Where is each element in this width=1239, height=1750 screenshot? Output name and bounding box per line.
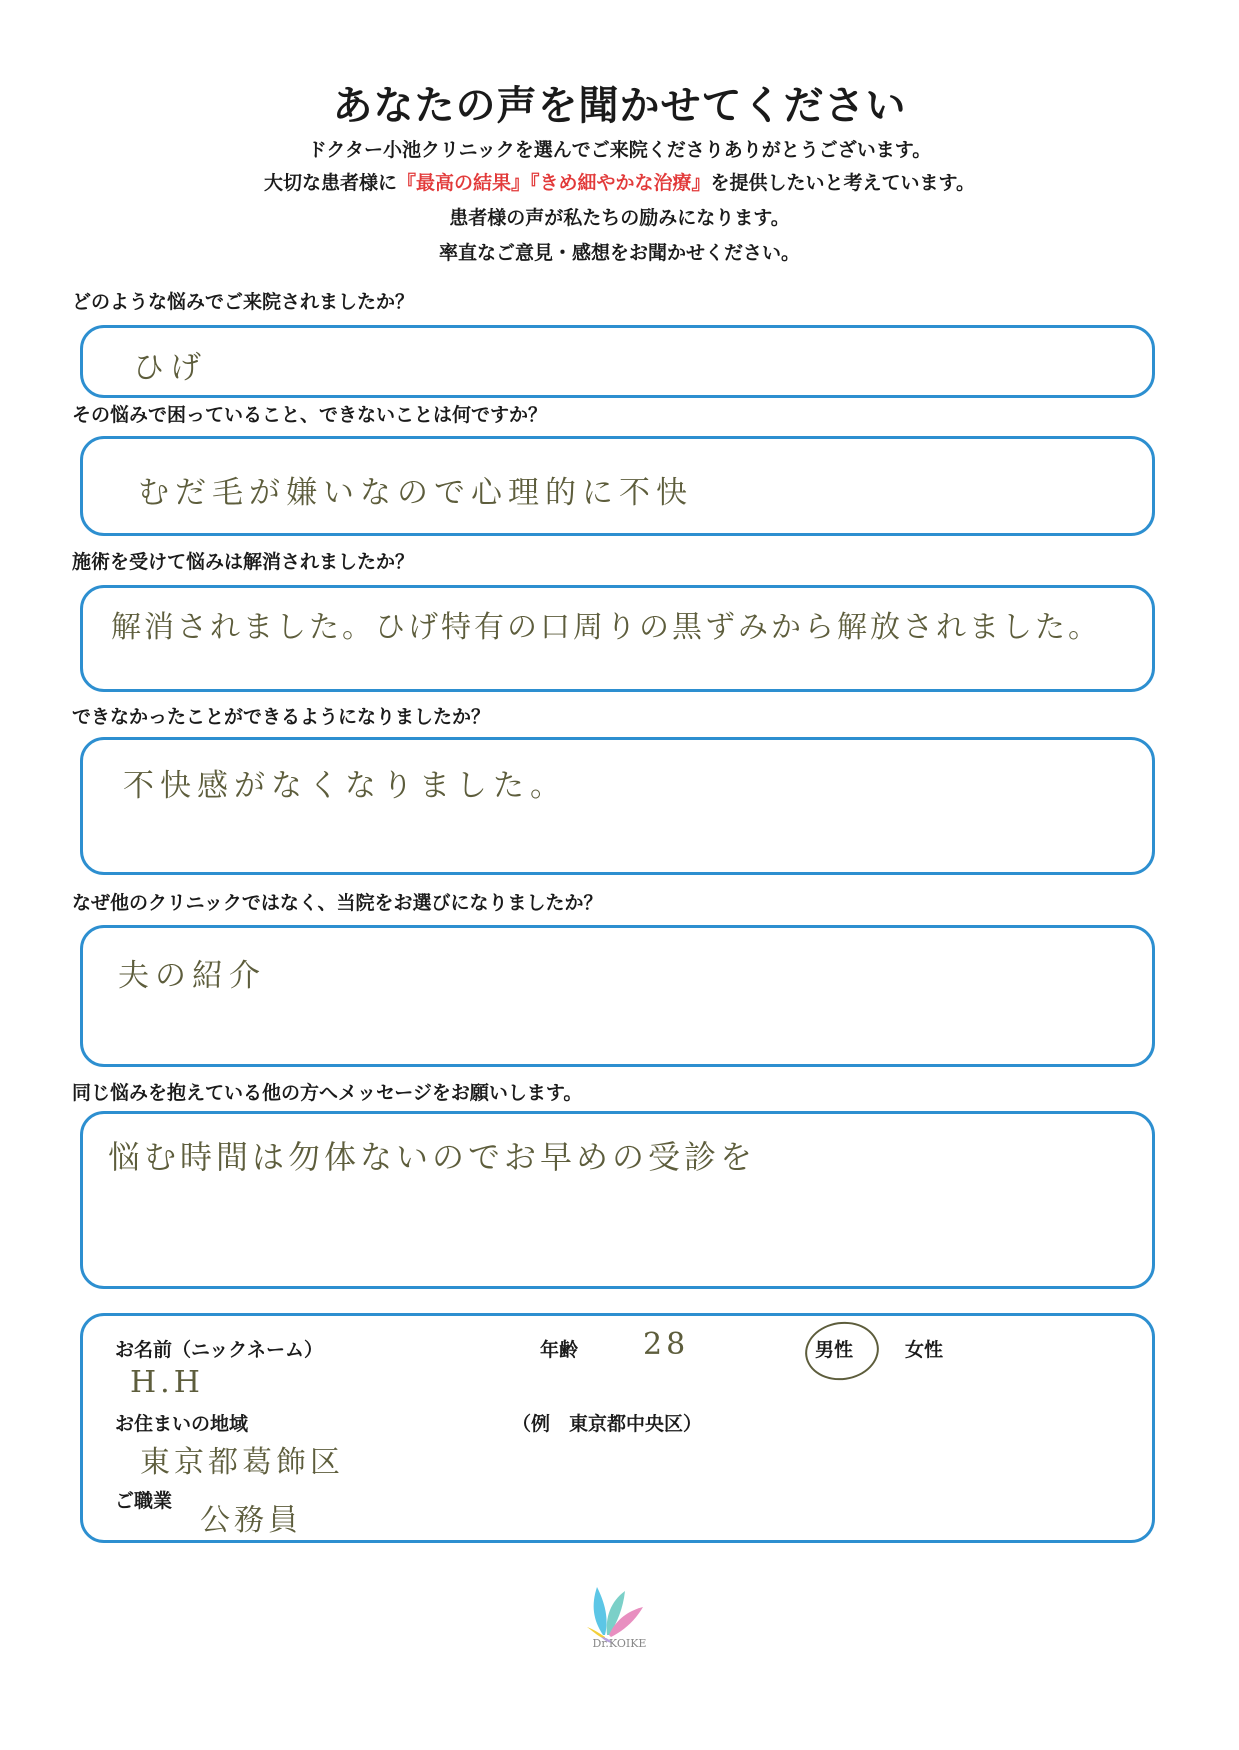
question-6: 同じ悩みを抱えている他の方へメッセージをお願いします。	[72, 1082, 583, 1104]
question-5: なぜ他のクリニックではなく、当院をお選びになりましたか？	[72, 892, 603, 914]
male-option[interactable]: 男性	[815, 1339, 854, 1361]
answer-6: 悩む時間は勿体ないのでお早めの受診を	[108, 1138, 757, 1176]
name-value[interactable]: H.H	[130, 1365, 204, 1400]
answer-box-5[interactable]	[80, 925, 1155, 1067]
answer-5: 夫の紹介	[118, 958, 266, 994]
intro-line-2	[0, 168, 1239, 195]
job-value[interactable]: 公務員	[200, 1503, 302, 1538]
female-option[interactable]: 女性	[905, 1339, 944, 1361]
question-1: どのような悩みでご来院されましたか？	[72, 291, 415, 313]
answer-box-2[interactable]	[80, 436, 1155, 536]
job-label: ご職業	[115, 1490, 173, 1512]
intro-line-2-suffix: を提供したいと考えています。	[710, 172, 975, 194]
question-2: その悩みで困っていること、できないことは何ですか？	[72, 404, 548, 426]
intro-line-2-prefix: 大切な患者様に	[263, 172, 397, 194]
name-label: お名前（ニックネーム）	[115, 1339, 324, 1361]
logo-text: Dr.KOIKE	[592, 1637, 647, 1650]
question-3: 施術を受けて悩みは解消されましたか？	[72, 551, 415, 573]
age-label: 年齢	[540, 1339, 579, 1361]
intro-line-3: 患者様の声が私たちの励みになります。	[449, 207, 790, 229]
answer-1: ひげ	[133, 350, 207, 386]
area-example: （例 東京都中央区）	[512, 1413, 703, 1435]
question-4: できなかったことができるようになりましたか？	[72, 706, 491, 728]
intro-line-2-highlight: 『最高の結果』『きめ細やかな治療』	[397, 172, 711, 194]
answer-box-3[interactable]	[80, 585, 1155, 692]
answer-box-6[interactable]	[80, 1111, 1155, 1289]
answer-box-1[interactable]	[80, 325, 1155, 398]
answer-3: 解消されました。ひげ特有の口周りの黒ずみから解放されました。	[111, 610, 1101, 645]
intro-line-4: 率直なご意見・感想をお聞かせください。	[438, 242, 800, 264]
page-title: あなたの声を聞かせてください	[332, 83, 907, 129]
answer-2: むだ毛が嫌いなので心理的に不快	[138, 475, 693, 511]
answer-4: 不快感がなくなりました。	[123, 768, 567, 804]
area-value[interactable]: 東京都葛飾区	[140, 1445, 344, 1480]
feather-logo	[575, 1575, 665, 1645]
age-value[interactable]: 28	[643, 1327, 690, 1362]
intro-line-1: ドクター小池クリニックを選んでご来院くださりありがとうございます。	[307, 139, 932, 161]
area-label: お住まいの地域	[115, 1413, 249, 1435]
answer-box-4[interactable]	[80, 737, 1155, 875]
